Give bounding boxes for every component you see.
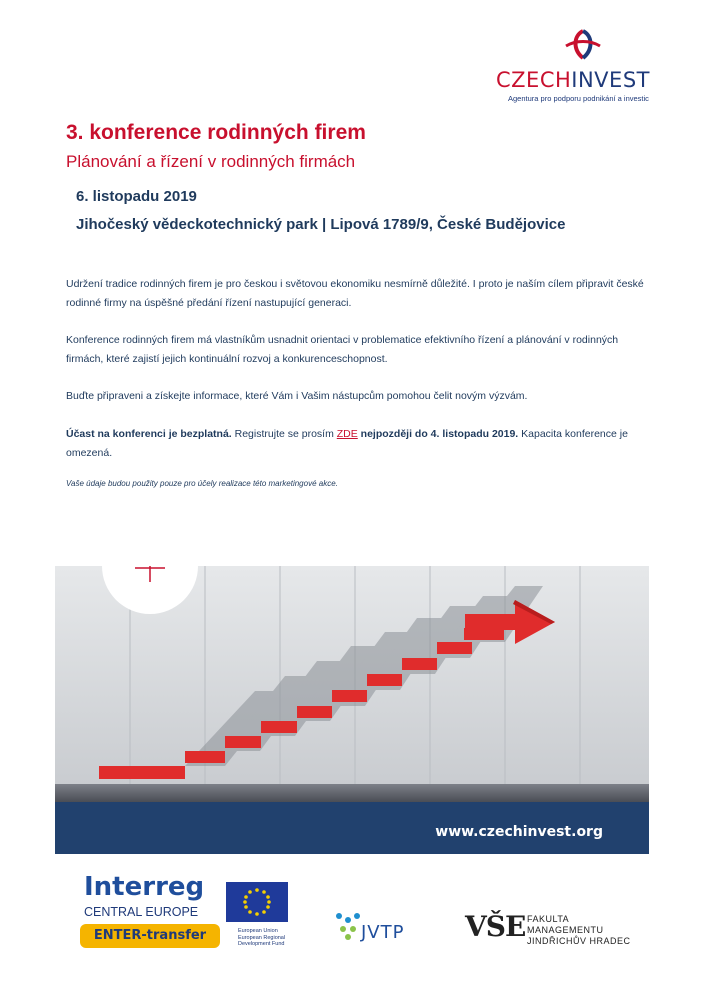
call-to-action-paragraph: Buďte připraveni a získejte informace, které Vám i Vašim nástupcům pomohou čelit novým výzvám. xyxy=(66,390,528,402)
banner-image xyxy=(55,566,649,854)
registration-link[interactable]: ZDE xyxy=(336,428,358,440)
intro-paragraph: Udržení tradice rodinných firem je pro českou i světovou ekonomiku nesmírně důležité. I proto je naším cílem připravit české rodinné firmy na úspěšné předání řízení nastupující generaci. xyxy=(66,278,644,309)
jvtp-emblem-icon xyxy=(333,910,363,940)
stairs-illustration xyxy=(55,566,649,854)
registration-paragraph xyxy=(66,425,646,463)
page-title: 3. konference rodinných firem xyxy=(66,121,366,144)
czechinvest-emblem-icon xyxy=(480,28,670,68)
eu-caption-line3: Development Fund xyxy=(238,941,285,947)
interreg-region: CENTRAL EUROPE xyxy=(84,905,199,919)
jvtp-logo xyxy=(333,910,433,950)
interreg-wordmark: Interreg xyxy=(84,872,205,902)
event-venue: Jihočeský vědeckotechnický park | Lipová 1789/9, České Budějovice xyxy=(76,216,566,233)
logo-word-czech: CZECH xyxy=(496,68,572,92)
vse-mark: VŠE xyxy=(465,910,526,943)
czechinvest-logo xyxy=(480,28,670,108)
logo-tagline: Agentura pro podporu podnikání a investic xyxy=(508,94,649,103)
event-date: 6. listopadu 2019 xyxy=(76,188,197,205)
free-participation-text: Účast na konferenci je bezplatná. xyxy=(66,428,232,440)
jvtp-wordmark: JVTP xyxy=(361,922,405,943)
capacity-text: Kapacita konference je omezená. xyxy=(66,428,628,459)
privacy-note: Vaše údaje budou použity pouze pro účely realizace této marketingové akce. xyxy=(66,479,338,488)
vse-line1: FAKULTA xyxy=(527,914,570,924)
description-paragraph: Konference rodinných firem má vlastníkům usnadnit orientaci v problematice efektivního řízení a plánování v rodinných firmách, které zajistí jejich kontinuální rozvoj a konkurenceschopnost. xyxy=(66,334,619,365)
register-prompt-text: Registrujte se prosím xyxy=(231,428,337,440)
vse-logo xyxy=(465,912,645,952)
eu-flag-icon xyxy=(226,882,288,922)
interreg-project-badge: ENTER-transfer xyxy=(80,924,220,948)
eu-caption-line1: European Union xyxy=(238,928,278,934)
logo-wordmark xyxy=(496,68,650,92)
deadline-text: nejpozději do 4. listopadu 2019. xyxy=(357,428,519,440)
page-subtitle: Plánování a řízení v rodinných firmách xyxy=(66,152,356,171)
website-url: www.czechinvest.org xyxy=(435,824,603,840)
eu-caption-line2: European Regional xyxy=(238,934,286,941)
vse-line3: JINDŘICHŮV HRADEC xyxy=(527,936,631,946)
vse-line2: MANAGEMENTU xyxy=(527,925,604,935)
interreg-logo xyxy=(80,872,290,956)
vse-text xyxy=(527,914,631,947)
logo-word-invest: INVEST xyxy=(571,68,650,92)
eu-caption xyxy=(238,928,285,948)
